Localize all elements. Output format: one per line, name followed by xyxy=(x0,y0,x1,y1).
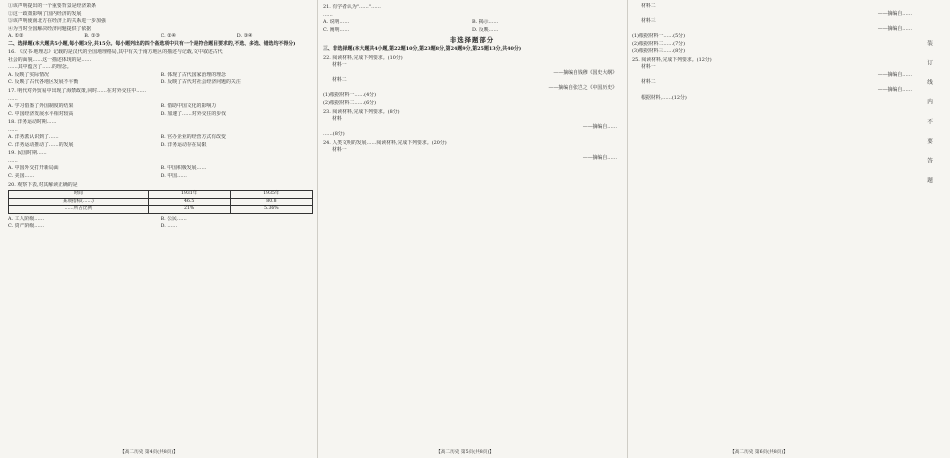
question-17-line: 17. 明代对外贸易中出现了海禁政策,同时……在对外交往中…… xyxy=(8,88,147,95)
table-row xyxy=(9,198,313,206)
option-b: B. ①③ xyxy=(84,33,100,40)
material-3 xyxy=(632,18,916,26)
sub-question: (2)根据材料二……(7分) xyxy=(632,40,685,47)
sub-question: (2)根据材料二……(6分) xyxy=(323,100,376,107)
material-source: ——摘编自张岂之《中国历史》 xyxy=(548,84,617,91)
material-label: 材料 xyxy=(332,116,342,123)
material-label: 材料二 xyxy=(641,79,656,86)
option-d: D. 中国…… xyxy=(160,173,187,180)
question-19-line: 19. 民国时期…… xyxy=(8,150,47,157)
material-source: ——摘编自…… xyxy=(877,71,912,78)
material-source: ——摘编自…… xyxy=(877,87,912,94)
material-2 xyxy=(632,3,916,11)
column-2 xyxy=(323,3,621,439)
sub-question: (1)根据材料一……(5分) xyxy=(632,33,685,40)
table-header-row xyxy=(9,191,313,199)
question-16-line: ……其中蕴含了……的理念。 xyxy=(8,64,72,71)
question-16-line: 16. 《汉书·地理志》记载的是汉代的全国地理格局,其中有关于南方地区的描述与记载,文中叙述古代 xyxy=(8,49,223,56)
question-16 xyxy=(8,49,313,87)
question-22 xyxy=(323,55,621,108)
option-a: A. ①② xyxy=(8,33,24,40)
material-label: 材料一 xyxy=(641,64,656,71)
material-1 xyxy=(632,64,916,72)
material-label: 材料一 xyxy=(332,62,347,69)
material-source: ——摘编自…… xyxy=(582,123,617,130)
column-divider xyxy=(317,0,318,458)
sub-question: (3)根据材料三……(8分) xyxy=(632,48,685,55)
material-2 xyxy=(632,79,916,87)
binding-line-label: 装订线内不要答题 xyxy=(926,40,932,197)
material-source: ——摘编自…… xyxy=(877,10,912,17)
option-d: D. 加速了……对外交往的步伐 xyxy=(160,110,227,117)
question-20-stem: 20. 观察下表,对其解读正确的是 xyxy=(8,181,78,188)
option-b: B. 中国积极发展…… xyxy=(160,165,207,172)
table-cell: 21% xyxy=(148,206,230,214)
table-cell: 80.8 xyxy=(230,198,312,206)
sub-question: ……(8分) xyxy=(323,131,345,138)
material-label: 材料二 xyxy=(332,77,347,84)
option-d: D. …… xyxy=(160,223,178,230)
option-a: A. 反映了实际情况 xyxy=(8,71,49,78)
page-footer: 【高二历史 第6页(共8页)】 xyxy=(730,450,788,455)
question-21-line: …… xyxy=(323,11,333,18)
option-a: A. 中国外交打开新局面 xyxy=(8,165,59,172)
option-b: B. 官办企业的经营方式有改变 xyxy=(160,134,226,141)
option-a: A. 说明…… xyxy=(323,19,350,26)
question-18-line: …… xyxy=(8,126,18,133)
pre-item: ①该声明提出的一个重要背景是经济萧条 xyxy=(8,3,97,9)
question-16-line: 社会的面貌……这一描述体现的是…… xyxy=(8,56,92,63)
column-1 xyxy=(8,3,313,439)
question-24-stem: 24. 人类文明的发展……阅读材料,完成下列要求。(20分) xyxy=(323,139,447,146)
table-cell: ……所占比例 xyxy=(9,206,149,214)
option-d: D. 反映了古代对社会经济问题的关注 xyxy=(160,79,241,86)
question-21-line: 21. 有学者认为"……"…… xyxy=(323,4,381,10)
option-b: B. 体现了古代国家治理的理念 xyxy=(160,71,226,78)
pre-item: ③该声明使南北方在经济上的关系进一步加强 xyxy=(8,18,106,25)
question-16-options xyxy=(8,72,313,87)
pre-item: ④为当时全国解决经济问题提供了依据 xyxy=(8,25,92,32)
question-25-stem: 25. 阅读材料,完成下列要求。(12分) xyxy=(632,56,712,63)
table-header: 时间 xyxy=(9,191,149,199)
option-b: B. 公民…… xyxy=(160,215,187,222)
material-1 xyxy=(323,147,621,155)
question-18-options xyxy=(8,134,313,149)
sub-question: 根据材料,……(12分) xyxy=(641,94,687,101)
option-c: C. 阐明…… xyxy=(323,26,350,33)
page-footer: 【高二历史 第5页(共8页)】 xyxy=(436,450,494,455)
material-1 xyxy=(323,62,621,70)
material-source: ——摘编自钱穆《国史大纲》 xyxy=(553,69,617,76)
table-header: 1931年 xyxy=(148,191,230,199)
section-title: 非选择题部分 xyxy=(449,36,495,45)
option-a: A. 学习借鉴了外国制度的结果 xyxy=(8,103,74,110)
question-17-options xyxy=(8,103,313,118)
pre-item: ②这一政策影响了国内经济的发展 xyxy=(8,10,82,17)
option-b: B. 揭示…… xyxy=(472,19,499,26)
section-3-title: 三、非选择题(本大题共4小题,第22题10分,第23题8分,第24题9分,第25题13分,共40分) xyxy=(323,46,522,53)
question-18 xyxy=(8,119,313,149)
material-2 xyxy=(323,77,621,85)
option-d: D. ③④ xyxy=(236,33,253,40)
material-source: ——摘编自…… xyxy=(877,25,912,32)
data-table xyxy=(8,190,313,214)
question-25 xyxy=(632,57,916,102)
option-c: C. 洋务运动推动了……的发展 xyxy=(8,141,74,148)
material-source: ——摘编自…… xyxy=(582,154,617,161)
material xyxy=(323,116,621,124)
page-footer: 【高二历史 第4页(共8页)】 xyxy=(120,450,178,455)
option-a: A. 工人阶级…… xyxy=(8,215,44,222)
question-24 xyxy=(323,140,621,163)
material-label: 材料三 xyxy=(641,18,656,25)
question-18-line: 18. 洋务运动时期…… xyxy=(8,119,57,126)
question-19 xyxy=(8,150,313,180)
question-20 xyxy=(8,182,313,231)
option-c: C. 中国经济发展水平相对较高 xyxy=(8,110,74,117)
option-b: B. 借助中国文化的影响力 xyxy=(160,103,217,110)
question-17-line: …… xyxy=(8,95,18,102)
question-20-options xyxy=(8,216,313,231)
option-c: C. 资产阶级…… xyxy=(8,223,45,230)
column-divider xyxy=(627,0,628,458)
table-cell: 46.5 xyxy=(148,198,230,206)
question-23-stem: 23. 阅读材料,完成下列要求。(8分) xyxy=(323,108,400,115)
option-c: C. 反映了古代各地区发展不平衡 xyxy=(8,79,79,86)
table-header: 1935年 xyxy=(230,191,312,199)
question-21 xyxy=(323,4,621,34)
option-a: A. 洋务派认识到了…… xyxy=(8,134,59,141)
table-row xyxy=(9,206,313,214)
question-21-options xyxy=(323,19,621,34)
material-label: 材料一 xyxy=(332,147,347,154)
question-23 xyxy=(323,109,621,139)
option-d: D. 洋务运动存在局限 xyxy=(160,141,207,148)
table-cell: 某项指标(……) xyxy=(9,198,149,206)
material-label: 材料二 xyxy=(641,3,656,9)
pre-options xyxy=(8,33,313,41)
question-19-options xyxy=(8,165,313,180)
section-2-title: 二、选择题(本大题共5小题,每小题3分,共15分。每小题列出的四个备选项中只有一个是符合题目要求的,不选、多选、错选均不得分) xyxy=(8,40,296,47)
column-3 xyxy=(632,3,916,439)
table-cell: 5.36% xyxy=(230,206,312,214)
question-19-line: …… xyxy=(8,157,18,164)
option-c: C. 美国…… xyxy=(8,173,35,180)
option-c: C. ②④ xyxy=(160,33,176,40)
option-d: D. 反映…… xyxy=(472,26,499,33)
sub-question: (1)根据材料一……(4分) xyxy=(323,92,376,99)
question-17 xyxy=(8,88,313,118)
question-22-stem: 22. 阅读材料,完成下列要求。(10分) xyxy=(323,54,403,61)
